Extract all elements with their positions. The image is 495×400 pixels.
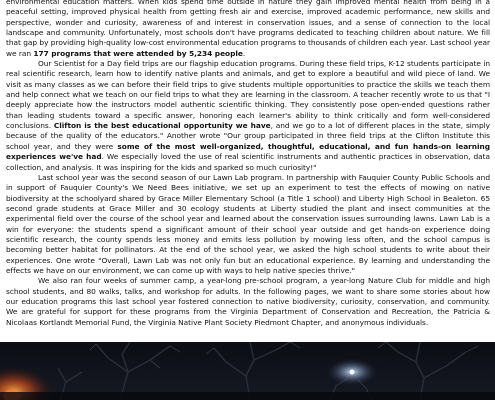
night-campfire-photo — [0, 342, 495, 400]
paragraph-other-programs: We also ran four weeks of summer camp, a year-long pre-school program, a year-long Nature Club for middle and high school students, and 80 walks, talks, and workshop for adults. In the following pages, we want to share some stories about how our education programs this last school year fostered connection to native biodiversity, curiosity, conservation, and community. We are grateful for support for these programs from the Virginia Department of Conservation and Recreation, the Patricia & Nicolaas Kortlandt Memorial Fund, the Virginia Native Plant Society Piedmont Chapter, and anonymous individuals. — [6, 276, 490, 327]
p2-text: Our Scientist for a Day field trips are our flagship education programs. During these field trips, K-12 students participate in real scientific research, learn how to identify native plants and animals, and get to explore a beautiful and wild piece of land. We visit as many classes as we can before their field trips to give students multiple opportunities to practice the skills we teach them and help connect what we teach on our field trips to what they are learning in the classroom. A teacher recently wrote to us that "I deeply appreciate how the instructors model authentic scientific thinking. They consistently pose open-ended questions rather than leading students toward a specific answer, honoring each learner's ability to think critically and form well-considered conclusions. — [6, 59, 490, 131]
photo-illustration — [0, 342, 495, 400]
paragraph-scientist-for-a-day — [6, 59, 490, 173]
p2-end-text: . We especially loved the use of real scientific instruments and authentic practices in observation, data collection, and analysis. It was inspiring for the kids and sparked so much curiosity!" — [6, 152, 490, 172]
article-body — [6, 0, 490, 339]
paragraph-lawn-lab: Last school year was the second season of our Lawn Lab program. In partnership with Fauquier County Public Schools and in support of Fauquier County's We Need Bees initiative, we set up an experiment to test the effects of mowing on native biodiversity at the schoolyard shared by Grace Miller Elementary School (a Title 1 school) and Liberty High School in Bealeton. 65 second grade students at Grace Miller and 30 ecology students at Liberty studied the plant and insect communities at the experimental field over the course of the school year and learned about the conservation issues surrounding lawns. Lawn Lab is a win for everyone: the students spend a significant amount of their school year outside and get hands-on experience doing scientific research, the county spends less money and emits less pollution by mowing less often, and the school campus is becoming better habitat for pollinators. At the end of the school year, we asked the high school students to write about their experiences. One wrote "Overall, Lawn Lab was not only fun but an educational experience. By learning and understanding the effects we have on our environment, we can come up with ways to help native species thrive." — [6, 172, 490, 275]
intro-stat-highlight: 177 programs that were attended by 5,234 people — [33, 48, 243, 58]
ground-shadow — [0, 392, 495, 400]
intro-end: . — [242, 48, 246, 58]
p2-quote-highlight: Clifton is the best educational opportunity we have — [53, 121, 271, 131]
lamp-light — [350, 370, 355, 375]
intro-text: environmental education matters. When kids spend time outside in nature they gain improved mental health from being in a peaceful setting, improved physical health from getting fresh air and exercise, improved academic performance, new skills and perspective, wonder and curiosity, awareness of and interest in conservation issues, and a sense of connection to the local landscape and community. Unfortunately, most schools don't have programs dedicated to teaching children about nature. We fill that gap by providing high-quality low-cost environmental education programs to thousands of children each year. Last school year we ran — [6, 0, 490, 58]
p2-quote-highlight-2: some of the most well-organized, thoughtful, educational, and fun hands-on learning experiences we've had — [6, 141, 490, 162]
p2-mid-text: , and we go to a lot of different places in the state, simply because of the quality of the educators." Another wrote "Our group participated in three field trips at the Clifton Institute this school year, and they were — [6, 121, 490, 151]
paragraph-intro — [6, 0, 490, 59]
